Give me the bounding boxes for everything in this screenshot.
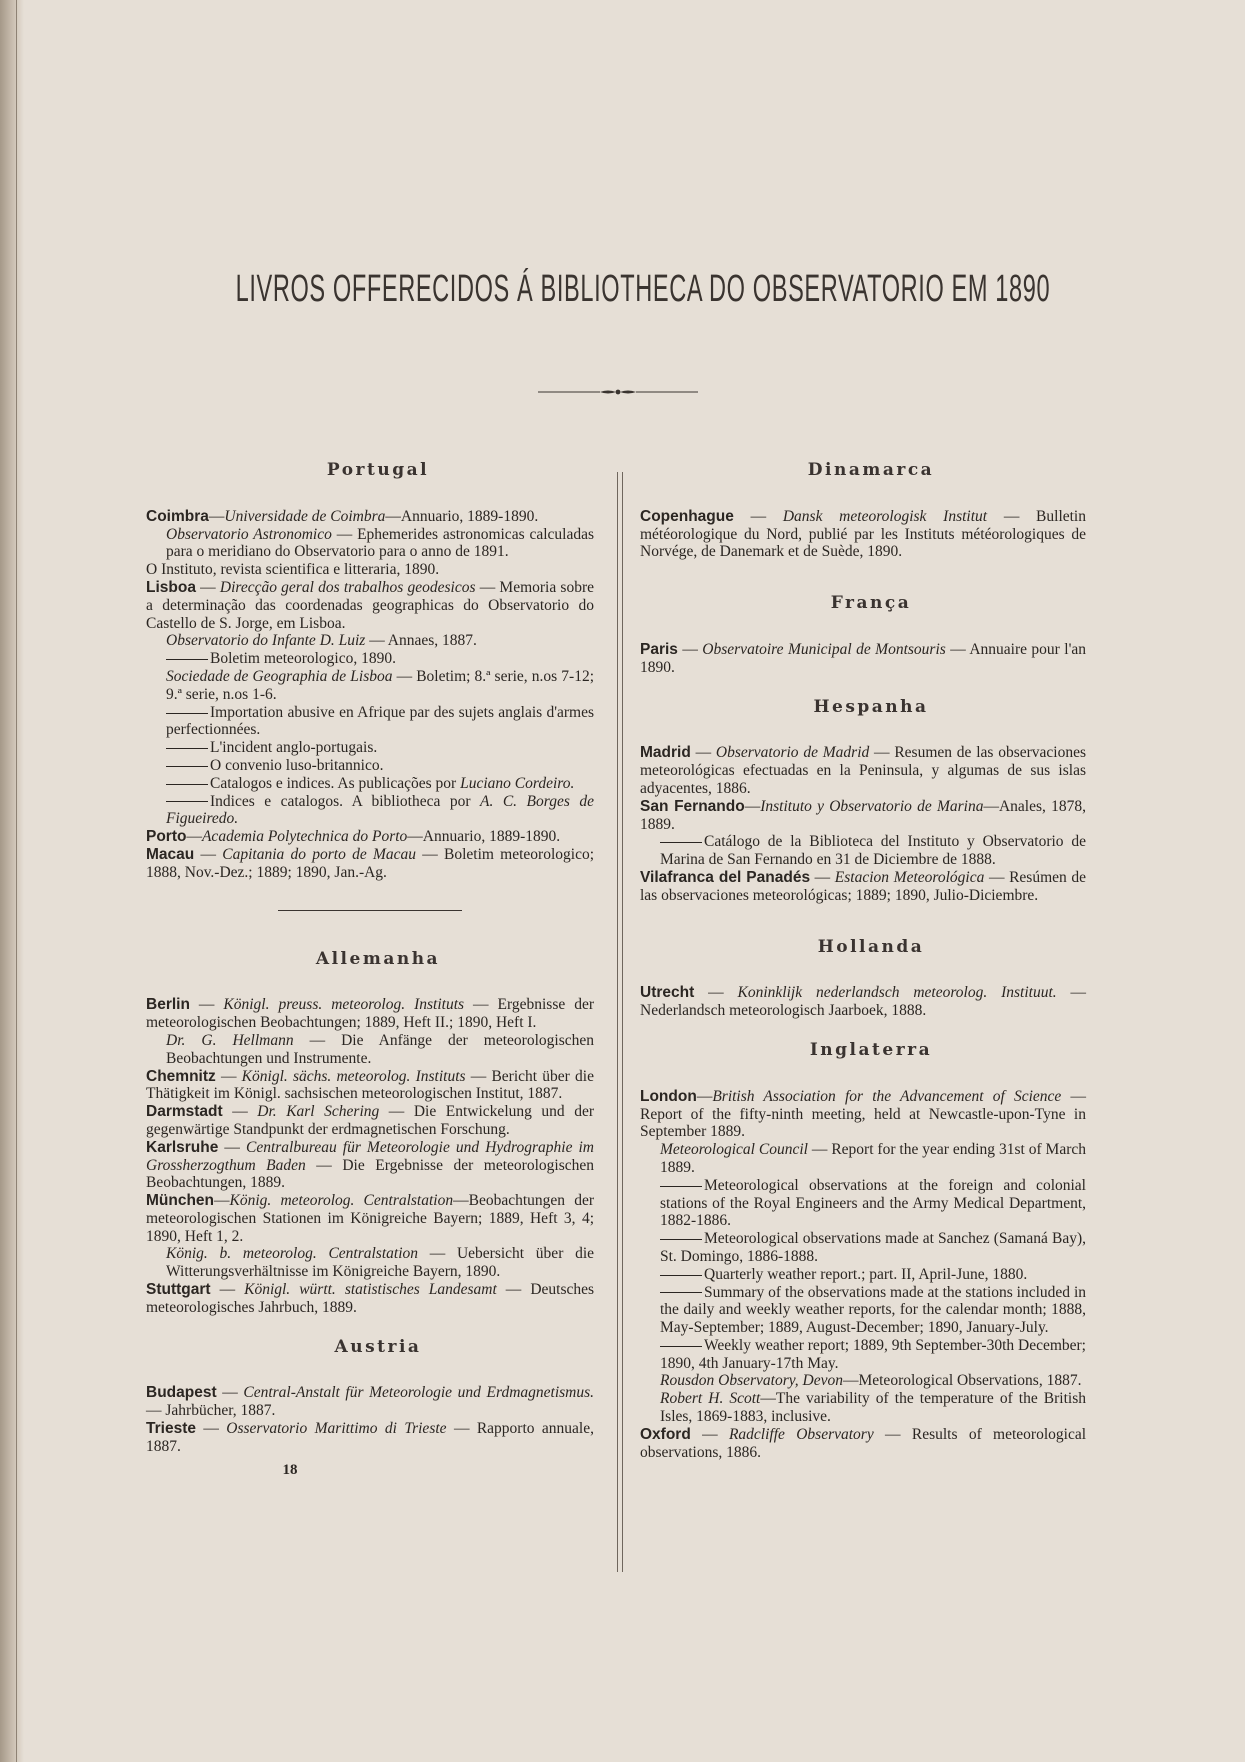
entry-coimbra-observatorio: Observatorio Astronomico — Ephemerides astronomicas calculadas para o meridiano do Observatorio para o anno de 1891. bbox=[166, 525, 594, 561]
city-name: Oxford bbox=[640, 1425, 691, 1443]
city-name: Stuttgart bbox=[146, 1281, 211, 1299]
entry-text: Ephemerides astronomicas calculadas para o meridiano do Observatorio para o anno de 1891. bbox=[166, 525, 594, 561]
entry-text: Meteorological observations made at Sanchez (Samaná Bay), St. Domingo, 1886-1888. bbox=[660, 1230, 1086, 1265]
entry-san-fernando: San Fernando—Instituto y Observatorio de Marina—Anales, 1878, 1889. bbox=[640, 797, 1086, 833]
entry-coimbra-instituto: O Instituto, revista scientifica e litteraria, 1890. bbox=[146, 561, 440, 579]
entry-author: Luciano Cordeiro. bbox=[460, 774, 575, 792]
entry-source: Observatorio Astronomico bbox=[166, 525, 332, 543]
entry-madrid: Madrid — Observatorio de Madrid — Resumen de las observaciones meteorológicas efectuadas en la Peninsula, y algumas de sus islas adyacentes, 1886. bbox=[640, 744, 1087, 797]
entry-text: Beobachtungen der meteorologischen Stationen im Königreiche Bayern; 1889, Heft 3, 4; 1890, Heft 1, 2. bbox=[146, 1192, 594, 1245]
entry-text: Rapporto annuale, 1887. bbox=[146, 1420, 594, 1455]
city-name: Macau bbox=[146, 845, 195, 863]
section-heading-dinamarca: Dinamarca bbox=[807, 460, 935, 480]
entry-budapest: Budapest — Central-Anstalt für Meteorologie und Erdmagnetismus. — Jahrbücher, 1887. bbox=[146, 1384, 595, 1420]
entry-oxford: Oxford — Radcliffe Observatory — Results of meteorological observations, 1886. bbox=[640, 1425, 1087, 1461]
section-heading-portugal: Portugal bbox=[326, 460, 430, 480]
section-heading-austria: Austria bbox=[334, 1336, 422, 1357]
entry-source: British Association for the Advancement of Science bbox=[712, 1087, 1062, 1105]
entry-text: Annuario, 1889-1890. bbox=[422, 828, 561, 846]
ditto-dash bbox=[660, 1346, 702, 1347]
city-name: Berlin bbox=[146, 996, 190, 1014]
entry-lisboa-incident bbox=[146, 739, 594, 757]
entry-source: Robert H. Scott bbox=[660, 1390, 761, 1408]
entry-source: Radcliffe Observatory bbox=[728, 1425, 874, 1443]
entry-karlsruhe: Karlsruhe — Centralbureau für Meteorologie und Hydrographie im Grossherzogthum Baden — Die Ergebnisse der meteorologischen Beobachtungen, 1889. bbox=[146, 1138, 595, 1192]
entry-london-council: Meteorological Council — Report for the year ending 31st of March 1889. bbox=[660, 1141, 1086, 1176]
entry-source: Estacion Meteorológica bbox=[834, 868, 985, 886]
ditto-dash bbox=[660, 1186, 702, 1187]
city-name: Darmstadt bbox=[146, 1103, 223, 1121]
entry-text: Indices e catalogos. A bibliotheca por bbox=[210, 792, 471, 810]
entry-text: Boletim; 8.ª serie, n.os 7-12; 9.ª serie, n.os 1-6. bbox=[166, 667, 594, 703]
section-heading-hollanda: Hollanda bbox=[817, 936, 925, 957]
entry-text: Results of meteorological observations, 1886. bbox=[640, 1425, 1087, 1461]
entry-vilafranca: Vilafranca del Panadés — Estacion Meteorológica — Resúmen de las observaciones meteorológicas; 1889; 1890, Julio-Diciembre. bbox=[640, 868, 1087, 904]
entry-text: Quarterly weather report.; part. II, April-June, 1880. bbox=[704, 1265, 1028, 1283]
entry-text: Die Entwickelung und der gegenwärtige Standpunkt der erdmagnetischen Forschung. bbox=[146, 1103, 595, 1138]
entry-text: Report for the year ending 31st of March 1889. bbox=[660, 1141, 1086, 1176]
entry-chemnitz: Chemnitz — Königl. sächs. meteorolog. Instituts — Bericht über die Thätigkeit im Königl. sachsischen meteorologischen Institut, 1887. bbox=[146, 1067, 594, 1103]
ditto-dash bbox=[660, 1292, 702, 1293]
city-name: München bbox=[146, 1192, 215, 1210]
entry-source: Osservatorio Marittimo di Trieste bbox=[226, 1420, 447, 1438]
entry-text: Resúmen de las observaciones meteorológicas; 1889; 1890, Julio-Diciembre. bbox=[640, 868, 1087, 904]
entry-coimbra: Coimbra—Universidade de Coimbra—Annuario, 1889-1890. bbox=[146, 507, 539, 525]
entry-text: Nederlandsch meteorologisch Jaarboek, 1888. bbox=[640, 1002, 927, 1020]
entry-text: Annuaire pour l'an 1890. bbox=[640, 640, 1086, 676]
city-name: Utrecht bbox=[640, 984, 695, 1002]
entry-text: Resumen de las observaciones meteorológicas efectuadas en la Peninsula, y algumas de sus islas adyacentes, 1886. bbox=[640, 744, 1087, 797]
entry-munchen: München—König. meteorolog. Centralstation—Beobachtungen der meteorologischen Stationen im Königreiche Bayern; 1889, Heft 3, 4; 1890, Heft 1, 2. bbox=[146, 1192, 594, 1245]
spine-edge bbox=[16, 0, 17, 1762]
entry-stuttgart: Stuttgart — Königl. württ. statistisches Landesamt — Deutsches meteorologisches Jahrbuch, 1889. bbox=[146, 1281, 595, 1316]
ditto-dash bbox=[166, 713, 208, 714]
entry-san-fernando-catalogo bbox=[640, 833, 1086, 869]
entry-munchen-uebersicht: König. b. meteorolog. Centralstation — Uebersicht über die Witterungsverhältnisse im Königreiche Bayern, 1890. bbox=[166, 1245, 595, 1281]
entry-london-sanchez bbox=[640, 1230, 1086, 1266]
entry-source: König. meteorolog. Centralstation bbox=[229, 1192, 454, 1210]
entry-text: Deutsches meteorologisches Jahrbuch, 1889. bbox=[146, 1281, 595, 1316]
entry-london-summary bbox=[640, 1284, 1086, 1337]
entry-text: Bericht über die Thätigkeit im Königl. sachsischen meteorologischen Institut, 1887. bbox=[146, 1067, 594, 1103]
entry-source: Direcção geral dos trabalhos geodesicos bbox=[219, 578, 476, 596]
entry-text: Importation abusive en Afrique par des sujets anglais d'armes perfectionnées. bbox=[166, 703, 594, 739]
city-name: Coimbra bbox=[146, 507, 209, 525]
entry-source: Centralbureau für Meteorologie und Hydrographie im Grossherzogthum Baden bbox=[146, 1138, 595, 1174]
entry-lisboa-indices bbox=[146, 793, 594, 829]
entry-lisboa-catalogos bbox=[146, 775, 594, 793]
entry-text: Boletim meteorologico, 1890. bbox=[210, 650, 396, 668]
entry-text: Ergebnisse der meteorologischen Beobachtungen; 1889, Heft II.; 1890, Heft I. bbox=[146, 996, 595, 1032]
entry-london: London—British Association for the Advancement of Science — Report of the fifty-ninth meeting, held at Newcastle-upon-Tyne in September 1889. bbox=[640, 1087, 1086, 1141]
entry-text: Die Ergebnisse der meteorologischen Beobachtungen, 1889. bbox=[146, 1156, 594, 1192]
ditto-dash bbox=[660, 1275, 702, 1276]
page-number: 18 bbox=[282, 1461, 298, 1478]
entry-text: Uebersicht über die Witterungsverhältnisse im Königreiche Bayern, 1890. bbox=[166, 1245, 595, 1281]
entry-source: König. b. meteorolog. Centralstation bbox=[166, 1245, 419, 1263]
ditto-dash bbox=[660, 1239, 702, 1240]
entry-utrecht: Utrecht — Koninklijk nederlandsch meteorolog. Instituut. — Nederlandsch meteorologisch Jaarboek, 1888. bbox=[640, 984, 1087, 1020]
ditto-dash bbox=[166, 659, 208, 660]
entry-text: Jahrbücher, 1887. bbox=[165, 1402, 276, 1420]
entry-berlin: Berlin — Königl. preuss. meteorolog. Instituts — Ergebnisse der meteorologischen Beobachtungen; 1889, Heft II.; 1890, Heft I. bbox=[146, 996, 595, 1032]
entry-source: Central-Anstalt für Meteorologie und Erdmagnetismus. bbox=[243, 1384, 595, 1402]
entry-text: Catalogos e indices. As publicações por bbox=[210, 774, 457, 792]
entry-source: Capitania do porto de Macau bbox=[222, 845, 416, 863]
city-name: Madrid bbox=[640, 744, 691, 762]
city-name: Lisboa bbox=[146, 578, 196, 596]
entry-lisboa-infante: Observatorio do Infante D. Luiz — Annaes, 1887. bbox=[166, 632, 477, 650]
entry-source: Meteorological Council bbox=[660, 1141, 808, 1159]
entry-text: Meteorological observations at the foreign and colonial stations of the Royal Engineers and the Army Medical Department, 1882-1886. bbox=[660, 1176, 1086, 1230]
left-column bbox=[146, 462, 594, 1479]
section-heading-hespanha: Hespanha bbox=[813, 696, 929, 717]
city-name: Paris bbox=[640, 640, 678, 658]
entry-london-quarterly bbox=[640, 1266, 1086, 1284]
entry-text: Memoria sobre a determinação das coordenadas geographicas do Observatorio do Castello de S. Jorge, em Lisboa. bbox=[146, 578, 595, 632]
ditto-dash bbox=[166, 766, 208, 767]
section-heading-inglaterra: Inglaterra bbox=[809, 1039, 933, 1060]
entry-scott: Robert H. Scott—The variability of the temperature of the British Isles, 1869-1883, inclusive. bbox=[660, 1390, 1086, 1426]
entry-berlin-hellmann: Dr. G. Hellmann — Die Anfänge der meteorologischen Beobachtungen und Instrumente. bbox=[166, 1031, 594, 1067]
entry-text: Anales, 1878, 1889. bbox=[640, 797, 1086, 833]
entry-author: A. C. Borges de Figueiredo. bbox=[166, 792, 595, 828]
entry-source: Koninklijk nederlandsch meteorolog. Instituut. bbox=[737, 984, 1057, 1002]
entry-lisboa-boletim bbox=[146, 650, 594, 668]
entry-text: O convenio luso-britannico. bbox=[210, 756, 384, 774]
entry-trieste: Trieste — Osservatorio Marittimo di Trieste — Rapporto annuale, 1887. bbox=[146, 1420, 594, 1455]
entry-source: Königl. preuss. meteorolog. Instituts bbox=[223, 996, 465, 1014]
ditto-dash bbox=[166, 748, 208, 749]
section-heading-franca: França bbox=[830, 593, 912, 614]
entry-text: L'incident anglo-portugais. bbox=[210, 739, 378, 757]
city-name: Trieste bbox=[146, 1420, 196, 1438]
column-divider bbox=[617, 472, 623, 1572]
entry-porto: Porto—Academia Polytechnica do Porto—Annuario, 1889-1890. bbox=[146, 828, 561, 846]
entry-lisboa-sociedade: Sociedade de Geographia de Lisboa — Boletim; 8.ª serie, n.os 7-12; 9.ª serie, n.os 1-6. bbox=[166, 667, 594, 703]
entry-source: Königl. sächs. meteorolog. Instituts bbox=[241, 1067, 466, 1085]
city-name: Karlsruhe bbox=[146, 1138, 219, 1156]
entry-source: Observatoire Municipal de Montsouris bbox=[702, 640, 946, 658]
entry-source: Instituto y Observatorio de Marina bbox=[760, 797, 984, 815]
entry-source: Dansk meteorologisk Institut bbox=[782, 507, 988, 525]
entry-source: Dr. Karl Schering bbox=[257, 1103, 380, 1121]
city-name: Vilafranca del Panadés bbox=[640, 868, 811, 886]
entry-text: Boletim meteorologico; 1888, Nov.-Dez.; 1889; 1890, Jan.-Ag. bbox=[146, 845, 595, 881]
entry-source: Sociedade de Geographia de Lisboa bbox=[166, 667, 393, 685]
entry-text: Report of the fifty-ninth meeting, held at Newcastle-upon-Tyne in September 1889. bbox=[640, 1105, 1086, 1141]
entry-macau: Macau — Capitania do porto de Macau — Boletim meteorologico; 1888, Nov.-Dez.; 1889; 1890, Jan.-Ag. bbox=[146, 845, 595, 881]
entry-source: Königl. württ. statistisches Landesamt bbox=[244, 1281, 497, 1299]
entry-text: Bulletin météorologique du Nord, publié par les Instituts météorologiques de Norvége, de Danemark et de Suède, 1890. bbox=[640, 507, 1086, 561]
entry-text: Die Anfänge der meteorologischen Beobachtungen und Instrumente. bbox=[166, 1031, 594, 1067]
entry-source: Universidade de Coimbra bbox=[224, 507, 386, 525]
entry-text: Summary of the observations made at the stations included in the daily and weekly weather reports, for the calendar month; 1888, May-September; 1889, August-December; 1890, January-July. bbox=[660, 1283, 1086, 1337]
entry-copenhague: Copenhague — Dansk meteorologisk Institut — Bulletin météorologique du Nord, publié par les Instituts météorologiques de Norvége, de Danemark et de Suède, 1890. bbox=[640, 507, 1086, 561]
entry-source: Observatorio de Madrid bbox=[715, 744, 870, 762]
city-name: Chemnitz bbox=[146, 1067, 216, 1085]
city-name: San Fernando bbox=[640, 797, 745, 815]
entry-text: The variability of the temperature of the British Isles, 1869-1883, inclusive. bbox=[660, 1390, 1086, 1426]
section-divider bbox=[278, 910, 462, 911]
book-spine-shadow bbox=[0, 0, 24, 1762]
city-name: Porto bbox=[146, 828, 187, 846]
ditto-dash bbox=[660, 842, 702, 843]
entry-lisboa-convenio bbox=[146, 757, 594, 775]
section-heading-allemanha: Allemanha bbox=[315, 948, 441, 969]
city-name: London bbox=[640, 1087, 697, 1105]
page-title: LIVROS OFFERECIDOS Á BIBLIOTHECA DO OBSERVATORIO EM 1890 bbox=[235, 268, 1051, 310]
entry-text: Catálogo de la Biblioteca del Instituto y Observatorio de Marina de San Fernando en 31 de Diciembre de 1888. bbox=[660, 833, 1086, 869]
entry-london-weekly bbox=[640, 1337, 1086, 1373]
entry-london-foreign bbox=[640, 1177, 1086, 1230]
entry-darmstadt: Darmstadt — Dr. Karl Schering — Die Entwickelung und der gegenwärtige Standpunkt der erdmagnetischen Forschung. bbox=[146, 1103, 595, 1138]
entry-text: Annaes, 1887. bbox=[387, 632, 477, 650]
entry-text: Meteorological Observations, 1887. bbox=[858, 1372, 1082, 1390]
entry-source: Dr. G. Hellmann bbox=[166, 1031, 294, 1049]
title-ornament bbox=[538, 386, 698, 398]
entry-lisboa-importation bbox=[146, 704, 594, 740]
entry-text: Annuario, 1889-1890. bbox=[400, 507, 539, 525]
entry-source: Academia Polytechnica do Porto bbox=[201, 828, 408, 846]
ditto-dash bbox=[166, 801, 208, 802]
entry-paris: Paris — Observatoire Municipal de Montsouris — Annuaire pour l'an 1890. bbox=[640, 640, 1086, 676]
city-name: Copenhague bbox=[640, 507, 734, 525]
entry-text: Weekly weather report; 1889, 9th September-30th December; 1890, 4th January-17th May. bbox=[660, 1336, 1086, 1372]
city-name: Budapest bbox=[146, 1384, 217, 1402]
entry-source: Observatorio do Infante D. Luiz bbox=[166, 632, 366, 650]
ditto-dash bbox=[166, 784, 208, 785]
right-column bbox=[640, 462, 1086, 1461]
entry-rousdon: Rousdon Observatory, Devon—Meteorological Observations, 1887. bbox=[660, 1372, 1082, 1390]
entry-lisboa: Lisboa — Direcção geral dos trabalhos geodesicos — Memoria sobre a determinação das coordenadas geographicas do Observatorio do Castello de S. Jorge, em Lisboa. bbox=[146, 578, 595, 632]
entry-source: Rousdon Observatory, Devon bbox=[660, 1372, 843, 1390]
